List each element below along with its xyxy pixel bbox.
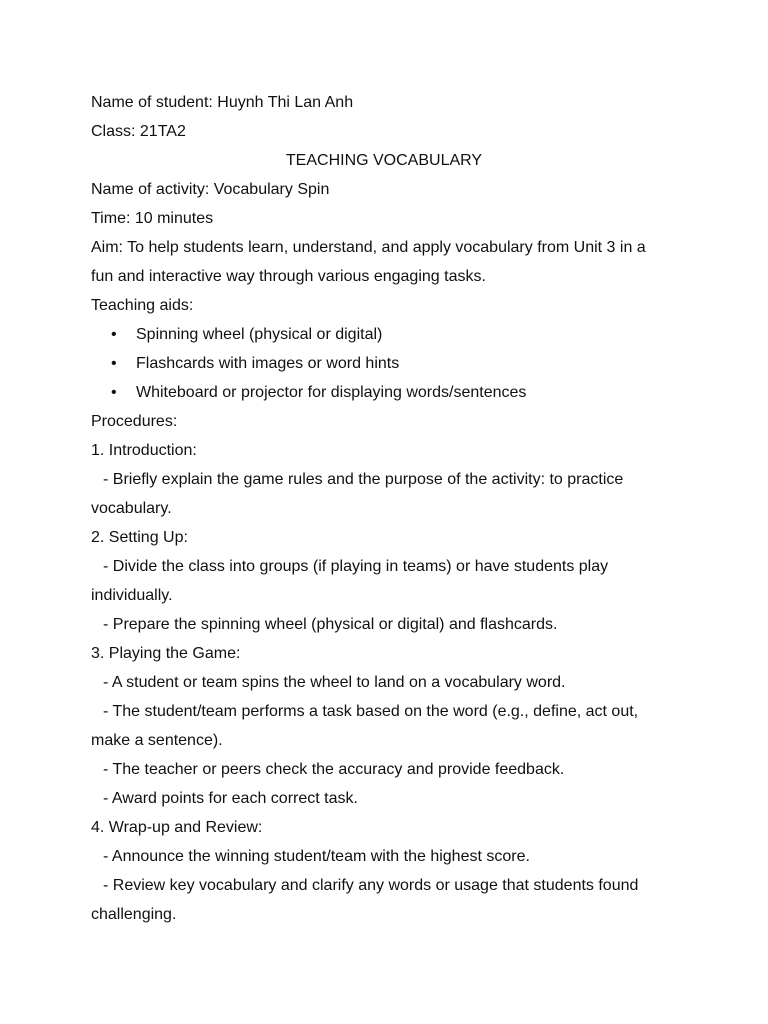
procedure-line: - Announce the winning student/team with the highest score. — [103, 848, 530, 865]
procedure-line: - A student or team spins the wheel to land on a vocabulary word. — [103, 674, 566, 691]
procedures-heading: Procedures: — [91, 413, 178, 430]
section-title-introduction: 1. Introduction: — [91, 442, 197, 459]
list-item — [91, 320, 691, 349]
procedure-line: - Award points for each correct task. — [103, 790, 358, 807]
procedure-line: vocabulary. — [91, 500, 172, 517]
procedure-line: individually. — [91, 587, 173, 604]
document-title: TEACHING VOCABULARY — [285, 152, 483, 169]
bullet-icon: • — [111, 326, 117, 343]
class-name: Class: 21TA2 — [91, 123, 186, 140]
procedure-line: - Divide the class into groups (if playing in teams) or have students play — [103, 558, 609, 575]
document-page — [91, 88, 691, 929]
list-item — [91, 349, 691, 378]
teaching-aid-text: Spinning wheel (physical or digital) — [136, 326, 383, 343]
activity-time: Time: 10 minutes — [91, 210, 214, 227]
list-item — [91, 378, 691, 407]
procedure-line: - Briefly explain the game rules and the purpose of the activity: to practice — [103, 471, 624, 488]
teaching-aid-text: Flashcards with images or word hints — [136, 355, 400, 372]
procedure-line: - Review key vocabulary and clarify any words or usage that students found — [103, 877, 639, 894]
procedure-line: - The student/team performs a task based on the word (e.g., define, act out, — [103, 703, 639, 720]
aim-line-1: Aim: To help students learn, understand, and apply vocabulary from Unit 3 in a — [91, 239, 646, 256]
procedure-line: - The teacher or peers check the accuracy and provide feedback. — [103, 761, 565, 778]
bullet-icon: • — [111, 355, 117, 372]
teaching-aid-text: Whiteboard or projector for displaying words/sentences — [136, 384, 527, 401]
procedure-line: challenging. — [91, 906, 177, 923]
section-title-setting-up: 2. Setting Up: — [91, 529, 188, 546]
activity-name: Name of activity: Vocabulary Spin — [91, 181, 330, 198]
procedure-line: make a sentence). — [91, 732, 223, 749]
aim-line-2: fun and interactive way through various engaging tasks. — [91, 268, 486, 285]
bullet-icon: • — [111, 384, 117, 401]
student-name: Name of student: Huynh Thi Lan Anh — [91, 94, 354, 111]
teaching-aids-list — [91, 320, 691, 407]
procedure-line: - Prepare the spinning wheel (physical or digital) and flashcards. — [103, 616, 558, 633]
section-title-playing: 3. Playing the Game: — [91, 645, 241, 662]
section-title-wrap-up: 4. Wrap-up and Review: — [91, 819, 263, 836]
teaching-aids-heading: Teaching aids: — [91, 297, 194, 314]
